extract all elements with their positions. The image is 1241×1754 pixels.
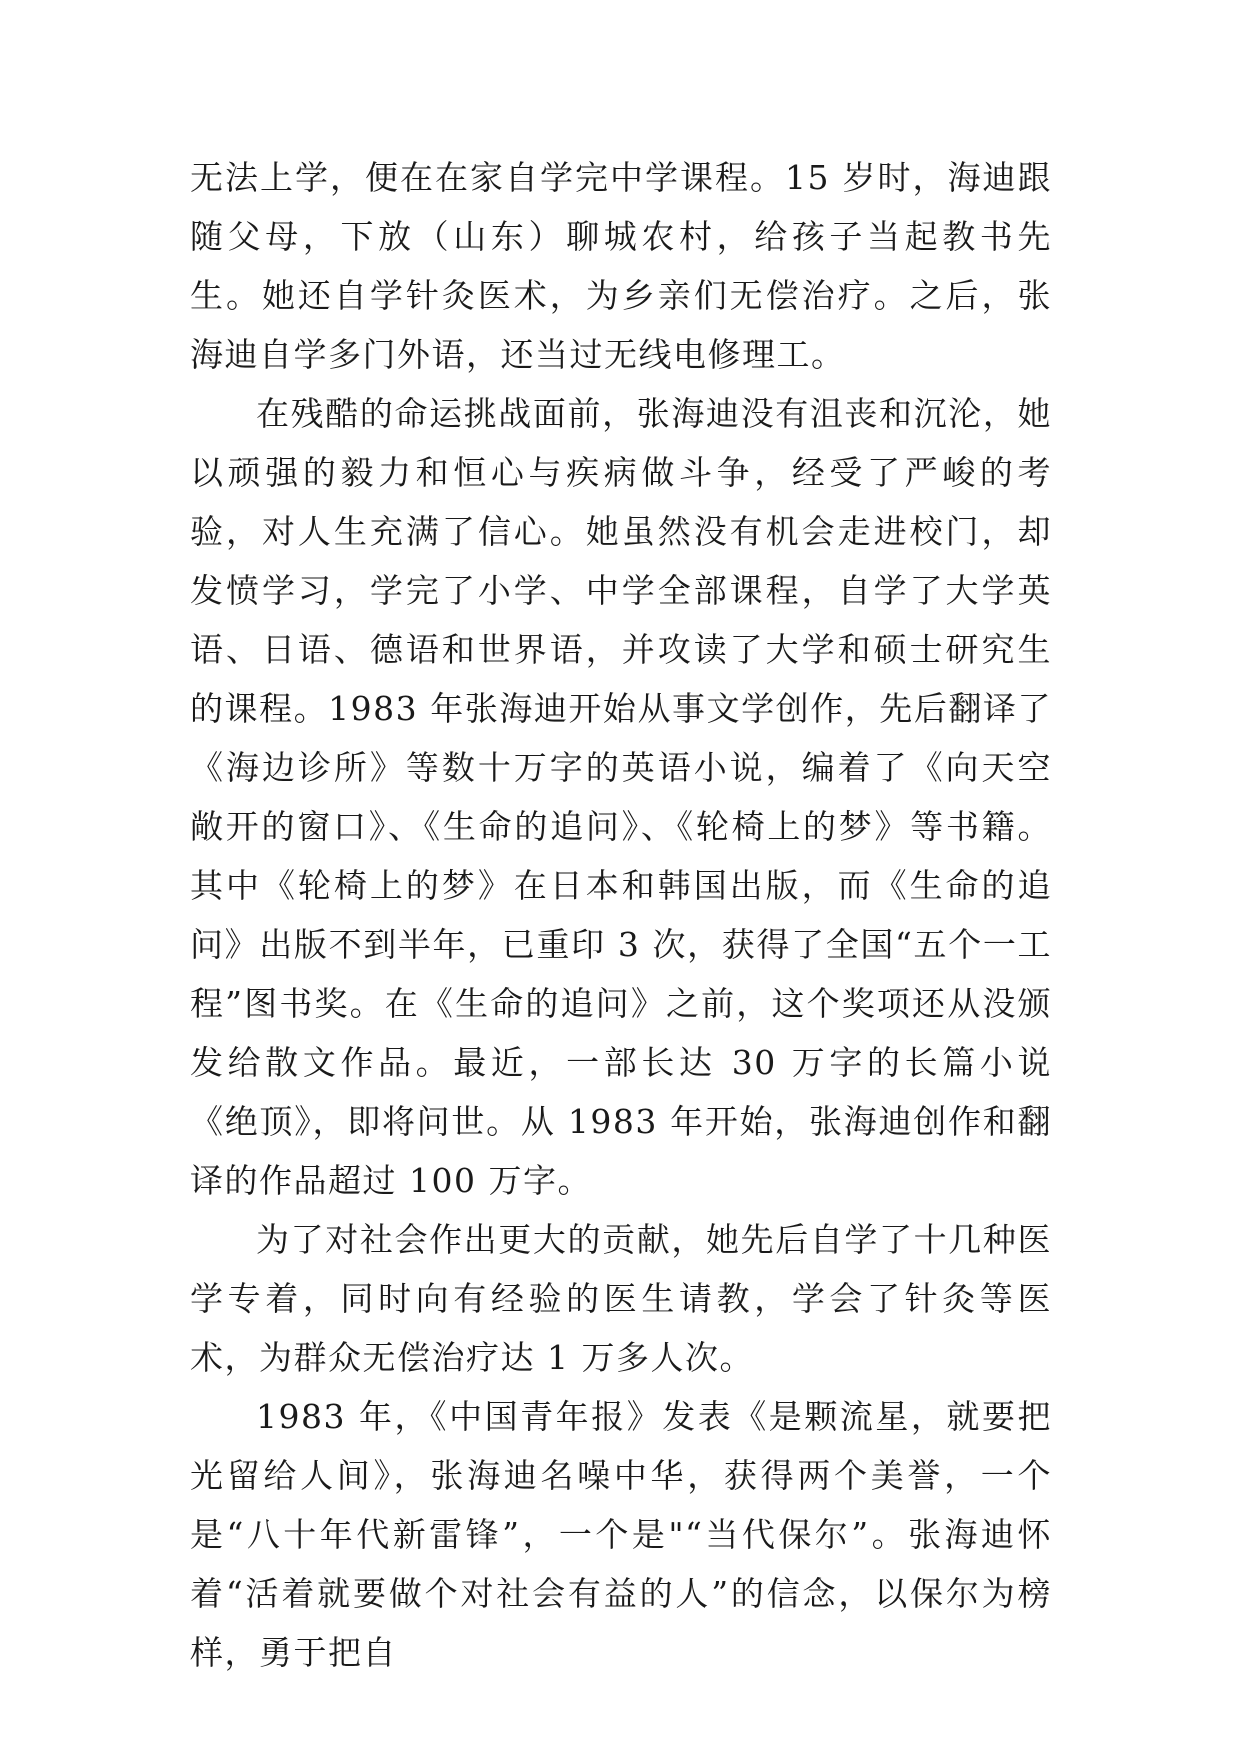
paragraph-4: 1983 年，《中国青年报》发表《是颗流星，就要把光留给人间》，张海迪名噪中华，获得两个美誉，一个是“八十年代新雷锋”，一个是"“当代保尔”。张海迪怀着“活着就要做个对社会有益的人”的信念，以保尔为榜样，勇于把自 (190, 1397, 1052, 1672)
body-text (190, 148, 1052, 1682)
paragraph-1: 无法上学，便在在家自学完中学课程。15 岁时，海迪跟随父母，下放（山东）聊城农村，给孩子当起教书先生。她还自学针灸医术，为乡亲们无偿治疗。之后，张海迪自学多门外语，还当过无线电修理工。 (190, 158, 1052, 374)
paragraph-3: 为了对社会作出更大的贡献，她先后自学了十几种医学专着，同时向有经验的医生请教，学会了针灸等医术，为群众无偿治疗达 1 万多人次。 (190, 1220, 1052, 1377)
paragraph-2: 在残酷的命运挑战面前，张海迪没有沮丧和沉沦，她以顽强的毅力和恒心与疾病做斗争，经受了严峻的考验，对人生充满了信心。她虽然没有机会走进校门，却发愤学习，学完了小学、中学全部课程，自学了大学英语、日语、德语和世界语，并攻读了大学和硕士研究生的课程。1983 年张海迪开始从事文学创作，先后翻译了《海边诊所》等数十万字的英语小说，编着了《向天空敞开的窗口》、《生命的追问》、《轮椅上的梦》等书籍。其中《轮椅上的梦》在日本和韩国出版，而《生命的追问》出版不到半年，已重印 3 次，获得了全国“五个一工程”图书奖。在《生命的追问》之前，这个奖项还从没颁发给散文作品。最近，一部长达 30 万字的长篇小说《绝顶》，即将问世。从 1983 年开始，张海迪创作和翻译的作品超过 100 万字。 (190, 394, 1052, 1200)
